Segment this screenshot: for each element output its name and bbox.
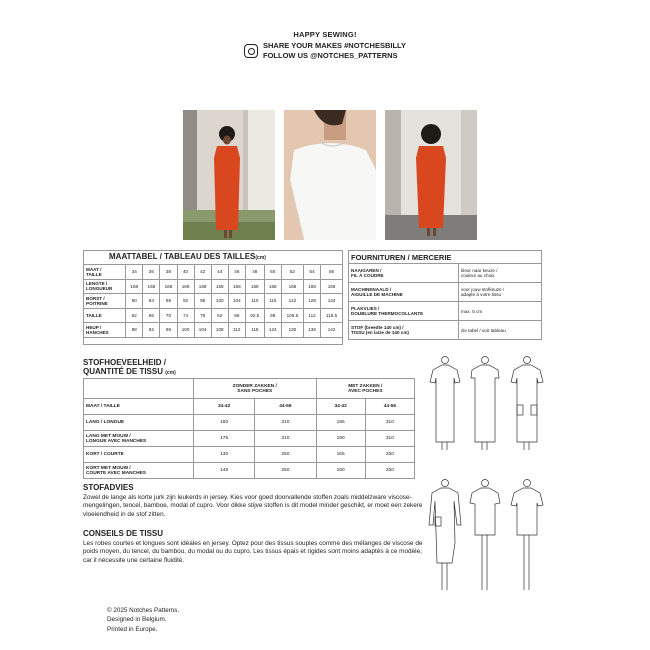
cell-line: KORT / COURTE [86,452,124,457]
size-cell: 74 [177,308,194,323]
size-table-grid [83,264,343,338]
size-cell: 104 [194,323,211,338]
advice-nl-title: STOFADVIES [83,483,134,492]
supplies-row [349,264,542,283]
fabric-range: 34-42 [316,399,365,415]
size-cell: 92 [177,294,194,309]
size-cell: 116 [264,294,281,309]
cell-line: AIGUILLE DE MACHINE [351,292,403,297]
cell-line: DOUBLURE THERMOCOLLANTE [351,311,424,316]
size-row [84,323,343,338]
size-cell: 105.5 [281,308,303,323]
size-cell: 92.5 [245,308,264,323]
fabric-row-label [84,463,194,479]
size-cell: 100 [177,323,194,338]
size-cell: 86 [228,308,245,323]
cell-line: KORT MET MOUW / [86,465,131,471]
cell-line: TAILLE [86,271,102,277]
size-cell: 78 [194,308,211,323]
size-cell: 168 [264,279,281,294]
supplies-item [349,264,459,283]
fabric-advice-nl [83,484,423,519]
advice-fr-text: Les robes courtes et longues sont idéales en jersey. Optez pour des tissus souples comme des mélanges de viscose de poids moyen, du tencel, du bambou, du modal ou du cupro. Les tissus épais et rigides sont moins adaptés à ce modèle, car il nécessite une certaine fluidité. [83,539,423,564]
size-cell: 38 [160,265,177,280]
size-cell: 62 [126,308,143,323]
drawing-short-pockets [511,480,543,591]
size-cell: 118.5 [321,308,343,323]
fabric-cell: 145 [194,463,255,479]
drawing-short-long-sleeve [429,480,461,591]
size-cell: 48 [245,265,264,280]
drawing-long-short-sleeve [430,357,460,451]
supplies-value [459,264,542,283]
cell-line: zie tabel / voir tableau [461,327,506,333]
fabric-cell: 250 [365,463,414,479]
cell-line: TAILLE [86,312,102,318]
size-cell: 70 [160,308,177,323]
fabric-row [84,431,415,447]
fabric-range: 44-56 [365,399,414,415]
size-cell: 112 [228,323,245,338]
size-row-label [84,294,126,309]
size-row-label [84,279,126,294]
fabric-row-label [84,415,194,431]
supplies-row [349,321,542,340]
cell-line: PLAKVLIES / [351,306,380,311]
fabric-row [84,463,415,479]
fabric-range: 44-56 [255,399,316,415]
cell-line: BORST / [86,295,105,301]
cell-line: STOF (breedte 140 cm) / [351,325,404,330]
fabric-cell: 250 [255,463,316,479]
cell-line: voor jouw stofkeuze / [461,287,505,292]
size-cell: 44 [211,265,228,280]
size-cell: 122 [281,294,303,309]
fabric-cell: 165 [316,447,365,463]
cell-line: NAAIGAREN / [351,268,382,273]
size-cell: 118 [245,323,264,338]
fabric-row [84,415,415,431]
size-cell: 66 [143,308,160,323]
size-cell: 92 [143,323,160,338]
fabric-row-label [84,447,194,463]
size-cell: 88 [126,323,143,338]
advice-fr-title: CONSEILS DE TISSU [83,529,164,538]
size-cell: 40 [177,265,194,280]
size-cell: 84 [143,294,160,309]
cell-line: HEUP / [86,324,102,330]
fabric-table [83,378,415,479]
cell-line: MACHINENAALD / [351,287,392,292]
header-title: HAPPY SEWING! [293,30,357,39]
fabric-advice-fr [83,530,423,565]
drawing-long-pockets [511,357,543,451]
size-cell: 104 [228,294,245,309]
size-table-unit: (cm) [255,255,266,261]
fabric-cell: 310 [365,431,414,447]
size-cell: 168 [143,279,160,294]
cell-line: FIL À COUDRE [351,273,384,278]
supplies-value [459,302,542,321]
size-cell: 99 [264,308,281,323]
fabric-group-no-pockets [194,379,317,399]
size-cell: 168 [194,279,211,294]
photo-long-dress-back [385,110,477,240]
fabric-cell: 195 [316,415,365,431]
fabric-range: 34-42 [194,399,255,415]
cell-line: TISSU (en laize de 140 cm) [351,330,409,335]
size-cell: 108 [211,323,228,338]
size-cell: 124 [264,323,281,338]
size-row-label [84,265,126,280]
cell-line: LANG / LONGUE [86,420,125,425]
instagram-icon [244,44,258,58]
fabric-cell: 160 [194,415,255,431]
size-cell: 168 [245,279,264,294]
cell-line: MET ZAKKEN / [348,383,383,389]
size-row [84,308,343,323]
size-cell: 128 [304,294,321,309]
size-row [84,279,343,294]
fabric-title: STOFHOEVEELHEID / QUANTITÉ DE TISSU (cm) [83,358,176,376]
size-row [84,294,343,309]
size-cell: 168 [281,279,303,294]
cell-line: SANS POCHES [237,388,273,394]
supplies-value [459,283,542,302]
cell-line: LONGUE AVEC MANCHES [86,438,147,444]
footer [107,606,179,634]
fabric-cell: 130 [194,447,255,463]
fabric-group-pockets [316,379,414,399]
size-cell: 96 [160,323,177,338]
size-cell: 50 [264,265,281,280]
cell-line: HANCHES [86,329,109,335]
size-cell: 168 [126,279,143,294]
size-cell: 46 [228,265,245,280]
copyright: © 2025 Notches Patterns. [107,607,180,614]
size-cell: 130 [281,323,303,338]
size-cell: 82 [211,308,228,323]
supplies-title: FOURNITUREN / MERCERIE [349,251,542,264]
cell-line: couleur au choix [461,273,495,278]
size-cell: 142 [321,323,343,338]
supplies-row [349,283,542,302]
supplies-item [349,283,459,302]
cell-line: adapté à votre tissu [461,292,502,297]
supplies-table [348,250,542,340]
cell-line: AVEC POCHES [347,388,383,394]
fabric-cell: 310 [365,415,414,431]
cell-line: max. 5 cm [461,308,483,314]
drawing-long-back [471,357,499,451]
size-cell: 42 [194,265,211,280]
cell-line: LANG MET MOUW / [86,433,131,439]
cell-line: LONGUEUR [86,286,113,292]
photo-neckline-detail [284,110,376,240]
cell-line: ZONDER ZAKKEN / [232,383,277,389]
follow-text: FOLLOW US @NOTCHES_PATTERNS [263,51,398,60]
cell-line: MAAT / [86,266,102,272]
size-table-title: MAATTABEL / TABLEAU DES TAILLES [109,252,256,261]
size-row-label [84,323,126,338]
header [98,30,552,61]
fabric-cell: 175 [194,431,255,447]
fabric-cell: 250 [365,447,414,463]
size-cell: 112 [304,308,321,323]
cell-line: COURTE AVEC MANCHES [86,470,146,476]
size-cell: 136 [304,323,321,338]
fabric-group-header [84,379,415,399]
fabric-cell: 310 [255,431,316,447]
fabric-cell: 160 [316,463,365,479]
advice-nl-text: Zowel de lange als korte jurk zijn leukerds in jersey. Kies voor goed doorvallende stoffen zoals middelzware viscose-mengelingen, tencel, bamboe, modal of cupro. Voor dikke stijve stoffen is dit model minder geschikt, er moet een zekere vloeiendheid in de stof zitten. [83,493,423,518]
size-cell: 168 [211,279,228,294]
fabric-cell: 310 [255,415,316,431]
size-cell: 168 [304,279,321,294]
photo-long-dress-front [183,110,275,240]
size-cell: 168 [160,279,177,294]
fabric-cell: 250 [255,447,316,463]
technical-drawings [425,350,550,595]
size-cell: 52 [281,265,303,280]
cell-line: LENGTE / [86,281,108,287]
fabric-cell: 190 [316,431,365,447]
cell-line: POITRINE [86,300,108,306]
size-cell: 34 [126,265,143,280]
size-cell: 96 [194,294,211,309]
fabric-corner [84,379,194,399]
fabric-size-label: MAAT / TAILLE [84,399,194,415]
cell-line: kleur naar keuze / [461,268,498,273]
fabric-row [84,447,415,463]
size-cell: 134 [321,294,343,309]
size-cell: 54 [304,265,321,280]
printed-in: Printed in Europe. [107,625,158,633]
fabric-size-header [84,399,415,415]
size-cell: 168 [321,279,343,294]
share-text: SHARE YOUR MAKES #NOTCHESBILLY [263,41,406,50]
drawing-short-back [470,480,500,591]
size-cell: 36 [143,265,160,280]
supplies-item [349,302,459,321]
size-cell: 88 [160,294,177,309]
size-row [84,265,343,280]
size-cell: 56 [321,265,343,280]
size-cell: 100 [211,294,228,309]
size-row-label [84,308,126,323]
size-table [83,250,343,338]
size-cell: 110 [245,294,264,309]
fabric-row-label [84,431,194,447]
size-cell: 80 [126,294,143,309]
supplies-item [349,321,459,340]
size-cell: 168 [177,279,194,294]
supplies-row [349,302,542,321]
designed-in: Designed in Belgium. [107,616,167,624]
supplies-value [459,321,542,340]
size-cell: 168 [228,279,245,294]
